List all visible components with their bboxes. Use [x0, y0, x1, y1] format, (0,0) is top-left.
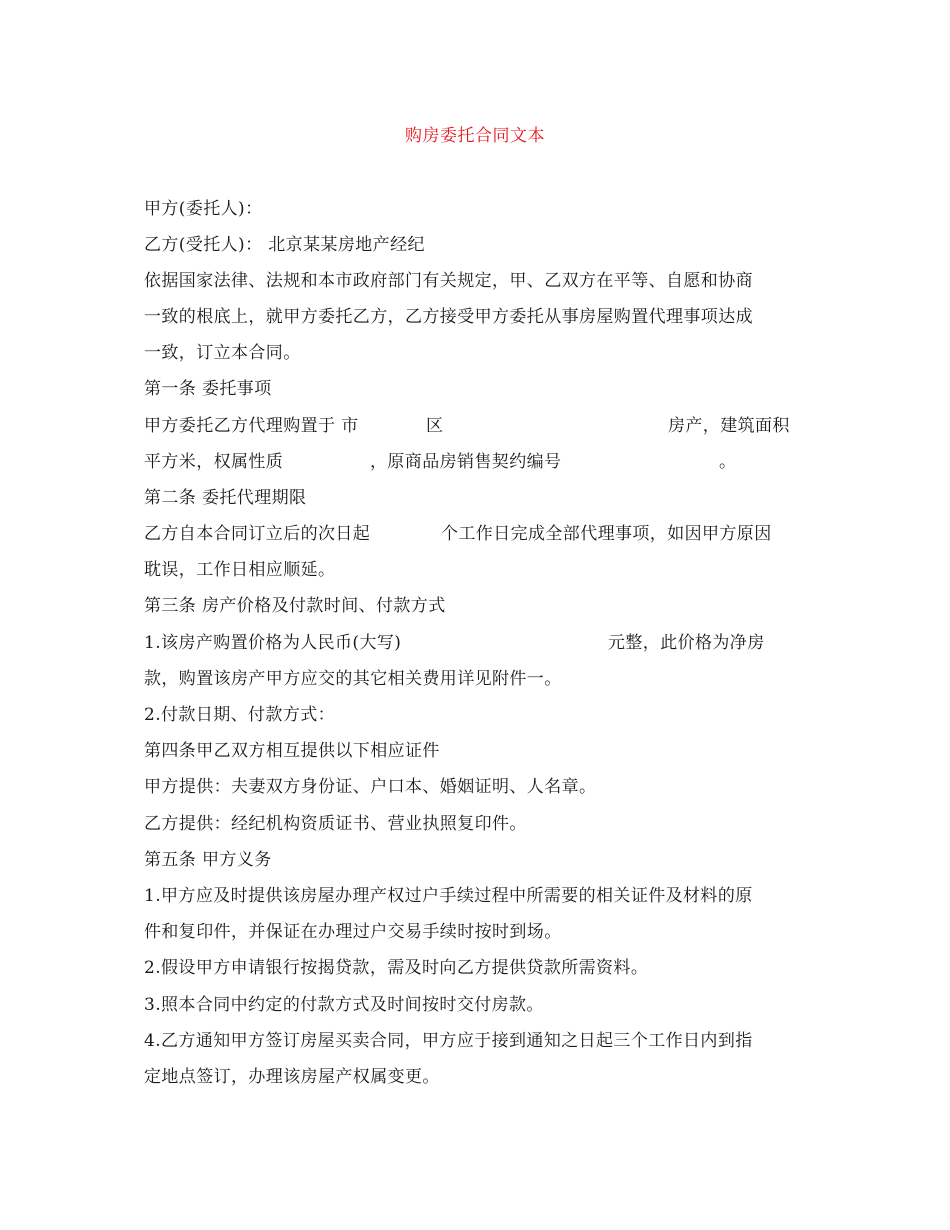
- clause-1-line-1-part-a: 甲方委托乙方代理购置于 市: [144, 416, 359, 436]
- clause-3-line-2: 款，购置该房产甲方应交的其它相关费用详见附件一。: [144, 669, 562, 689]
- clause-1-heading: 第一条 委托事项: [144, 379, 272, 399]
- clause-2-line-1-part-a: 乙方自本合同订立后的次日起: [144, 524, 371, 544]
- clause-1-line-1: [144, 413, 804, 439]
- clause-3-line-1-part-b: 元整，此价格为净房: [608, 633, 765, 653]
- clause-4-heading: 第四条甲乙双方相互提供以下相应证件: [144, 741, 440, 761]
- clause-2-line-2: 耽误，工作日相应顺延。: [144, 560, 336, 580]
- clause-3-line-1: [144, 630, 804, 656]
- clause-5-heading: 第五条 甲方义务: [144, 850, 272, 870]
- clause-2-line-1: [144, 521, 804, 547]
- preamble-line-3: 一致，订立本合同。: [144, 343, 301, 363]
- clause-5-item-2: 2.假设甲方申请银行按揭贷款，需及时向乙方提供贷款所需资料。: [144, 958, 649, 978]
- clause-4-party-b: 乙方提供：经纪机构资质证书、营业执照复印件。: [144, 814, 527, 834]
- clause-1-line-2: [144, 449, 804, 475]
- clause-2-heading: 第二条 委托代理期限: [144, 488, 307, 508]
- clause-1-line-2-part-a: 平方米，权属性质: [144, 452, 284, 472]
- document-title: 购房委托合同文本: [405, 126, 545, 146]
- clause-1-line-2-part-c: 。: [719, 452, 737, 472]
- clause-3-item-2: 2.付款日期、付款方式：: [144, 705, 336, 725]
- clause-3-line-1-part-a: 1.该房产购置价格为人民币(大写): [144, 633, 402, 653]
- party-b-line: 乙方(受托人)： 北京某某房地产经纪: [144, 235, 425, 255]
- clause-4-party-a: 甲方提供：夫妻双方身份证、户口本、婚姻证明、人名章。: [144, 777, 597, 797]
- clause-5-item-4-line-1: 4.乙方通知甲方签订房屋买卖合同，甲方应于接到通知之日起三个工作日内到指: [144, 1031, 753, 1051]
- clause-1-line-1-part-b: 区: [426, 416, 444, 436]
- clause-1-line-1-part-c: 房产，建筑面积: [668, 416, 790, 436]
- clause-5-item-3: 3.照本合同中约定的付款方式及时间按时交付房款。: [144, 995, 544, 1015]
- clause-5-item-4-line-2: 定地点签订，办理该房屋产权属变更。: [144, 1067, 440, 1087]
- clause-5-item-1-line-2: 件和复印件，并保证在办理过户交易手续时按时到场。: [144, 922, 562, 942]
- clause-3-heading: 第三条 房产价格及付款时间、付款方式: [144, 596, 446, 616]
- party-a-line: 甲方(委托人)：: [144, 199, 263, 219]
- clause-5-item-1-line-1: 1.甲方应及时提供该房屋办理产权过户手续过程中所需要的相关证件及材料的原: [144, 886, 753, 906]
- clause-1-line-2-part-b: ，原商品房销售契约编号: [370, 452, 562, 472]
- preamble-line-1: 依据国家法律、法规和本市政府部门有关规定，甲、乙双方在平等、自愿和协商: [144, 271, 753, 291]
- clause-2-line-1-part-b: 个工作日完成全部代理事项，如因甲方原因: [441, 524, 772, 544]
- preamble-line-2: 一致的根底上，就甲方委托乙方，乙方接受甲方委托从事房屋购置代理事项达成: [144, 307, 753, 327]
